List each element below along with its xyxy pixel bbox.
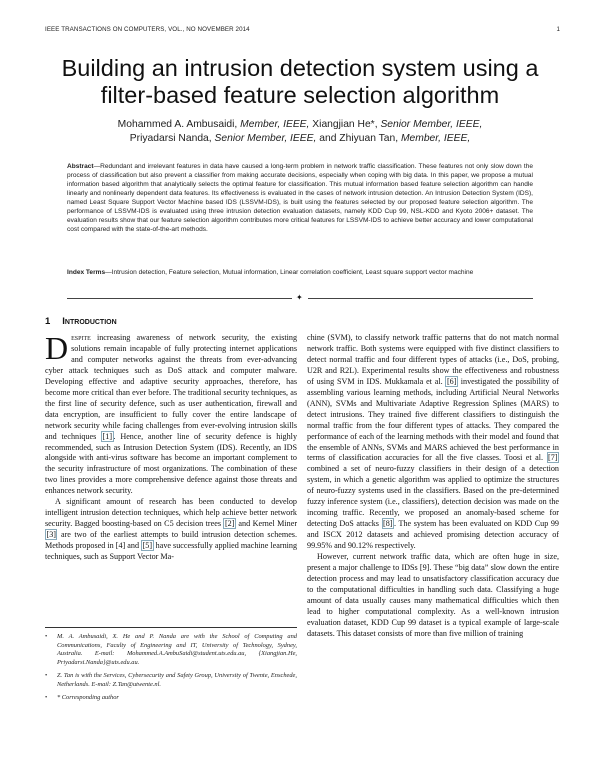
index-terms-label: Index Terms [67, 269, 106, 276]
paragraph [307, 333, 559, 552]
index-terms [67, 268, 533, 277]
citation-link[interactable]: [5] [142, 541, 153, 551]
paragraph: However, current network traffic data, which are often huge in size, present a major challenge to IDSs [9]. These “big data” slow down the entire detection process and may lead to unsatisfactory classification accuracy due to the computational difficulties in handling such data. Classifying a huge amount of data usually causes many mathematical difficulties which then lead to higher computational complexity. As a well-known intrusion evaluation dataset, KDD Cup 99 dataset is a typical example of large-scale datasets. This dataset consists of more than five million of training [307, 552, 559, 638]
paragraph [45, 497, 297, 563]
paragraph [45, 330, 298, 497]
section-title: Introduction [62, 316, 117, 327]
footnote [45, 633, 297, 667]
section-number: 1 [45, 316, 51, 327]
footnote-text: * Corresponding author [57, 694, 119, 701]
footnote [45, 672, 297, 689]
paper-title [40, 55, 560, 109]
text-run: . The system has been evaluated on KDD Cup 99 and ISCX 2012 datasets and achieved promising detection accuracy of 99.95% and 90.12% respectively. [307, 519, 559, 551]
author-role: Member, IEEE, [240, 119, 310, 130]
author-line-2 [50, 132, 550, 146]
author-role: Senior Member, IEEE, [380, 119, 483, 130]
bullet-icon: • [45, 694, 48, 701]
text-run: have successfully applied machine learning techniques, such as Support Vector Ma- [45, 541, 298, 562]
divider-line-right [308, 298, 533, 299]
right-column [307, 333, 559, 640]
footnote-rule [45, 627, 297, 628]
index-terms-text: —Intrusion detection, Feature selection, Mutual information, Linear correlation coefficient, Least square support vector machine [105, 269, 474, 276]
abstract-text: —Redundant and irrelevant features in data have caused a long-term problem in network traffic classification. These features not only slow down the process of classification but also prevent a classifier from making accurate decisions, especially when coping with big data. In this paper, we propose a mutual information based algorithm that analytically selects the optimal feature for classification. This mutual information based feature selection algorithm can handle linearly and nonlinearly dependent data features. Its effectiveness is evaluated in the cases of network intrusion detection. An Intrusion Detection System (IDS), named Least Square Support Vector Machine based IDS (LSSVM-IDS), is built using the features selected by our proposed feature selection algorithm. The performance of LSSVM-IDS is evaluated using three intrusion detection evaluation datasets, namely KDD Cup 99, NSL-KDD and Kyoto 2006+ dataset. The evaluation results show that our feature selection algorithm contributes more critical features for LSSVM-IDS to achieve better accuracy and lower computational cost compared with the state-of-the-art methods. [67, 163, 533, 234]
section-divider [67, 294, 533, 302]
text-run: and Kernel Miner [238, 519, 298, 529]
text-run: are two of the earliest attempts to build intrusion detection schemes. Methods proposed in [4] and [45, 530, 297, 551]
text-run: investigated the possibility of assembling various learning methods, including Artificial Neural Networks (ANN), SVMs and Multivariate Adaptive Regression Splines (MARS) to detect intrusions. They trained five different classifiers to distinguish the normal traffic from the four different types of attacks. They compared the performance of each of the learning methods with their model and found that the ensemble of ANNs, SVMs and MARS achieved the best performance in terms of classification accuracies for all the five classes. Toosi et al. [307, 376, 560, 463]
title-line-1: Building an intrusion detection system using a [61, 55, 539, 81]
author-role: Member, IEEE, [400, 133, 471, 144]
footnotes [45, 627, 297, 708]
footnote-text: Z. Tan is with the Services, Cybersecurity and Safety Group, University of Twente, Enschede, Netherlands. E-mail: Z.Tan@utwente.nl. [57, 672, 297, 688]
author-name: Priyadarsi Nanda, [129, 133, 212, 144]
author-list [50, 118, 550, 146]
section-heading [45, 316, 117, 327]
citation-link[interactable]: [3] [46, 530, 56, 540]
abstract [67, 162, 533, 234]
author-name: Mohammed A. Ambusaidi, [117, 119, 238, 130]
divider-line-left [67, 298, 292, 299]
small-caps-word: espite [71, 333, 91, 342]
footnote-text: M. A. Ambusaidi, X. He and P. Nanda are with the School of Computing and Communications, Faculty of Engineering and IT, University of Technology, Sydney, Australia. E-mail: Mohammed.A.AmbuSaidi@student.uts.edu.au, {Xiangjian.He, Priyadarsi.Nanda}@uts.edu.au. [57, 633, 297, 666]
author-role: Senior Member, IEEE, [214, 133, 317, 144]
abstract-label: Abstract [67, 163, 94, 170]
left-column [45, 330, 298, 563]
drop-cap: D [45, 330, 69, 366]
text-run: combined a set of neuro-fuzzy classifiers in their design of a detection system, in which a genetic algorithm was applied to optimize the structures of neuro-fuzzy systems used in the classifiers. Based on the pre-determined fuzzy inference system (i.e., classifiers), detection decision was made on the incoming traffic. Recently, we proposed an anomaly-based scheme for detecting DoS attacks [307, 464, 559, 529]
footnote [45, 694, 297, 703]
author-line-1 [50, 118, 550, 132]
bullet-icon: • [45, 633, 48, 640]
author-name: Xiangjian He*, [312, 119, 378, 130]
running-header [45, 26, 560, 33]
citation-link[interactable]: [6] [446, 376, 457, 386]
divider-diamond-icon: ✦ [296, 293, 303, 302]
text-run: . Hence, another line of security defence is highly recommended, such as Intrusion Detection System (IDS). Recently, an IDS alongside with anti-virus software has become an important complement to the security infrastructure of most organizations. The combination of these two lines provides a more comprehensive defence against those threats and enhances network security. [45, 431, 298, 496]
text-run: A significant amount of research has been conducted to develop intelligent intrusion detection techniques, which help achieve better network security. Bagged boosting-based on C5 decision trees [45, 497, 297, 529]
citation-link[interactable]: [1] [102, 431, 113, 441]
title-line-2: filter-based feature selection algorithm [100, 82, 500, 108]
text-run: increasing awareness of network security, the existing solutions remain incapable of fully protecting internet applications and computer networks against the threats from ever-advancing cyber attack techniques such as DoS attack and computer malware. Developing effective and adaptive security approaches, therefore, has become more critical than ever before. The traditional security techniques, as the first line of security defence, such as user authentication, firewall and data encryption, are insufficient to fully cover the entire landscape of network security while facing challenges from ever-evolving intrusion skills and techniques [45, 333, 298, 441]
citation-link[interactable]: [2] [224, 519, 235, 529]
page-number: 1 [556, 26, 560, 33]
text-run: chine (SVM), to classify network traffic patterns that do not match normal network traffic. Both systems were equipped with five distinct classifiers to detect normal traffic and four different types of attacks (i.e., DoS, probing, U2R and R2L). Experimental results show the effectiveness and robustness of using SVM in IDS. Mukkamala et al. [307, 333, 559, 386]
journal-name: IEEE TRANSACTIONS ON COMPUTERS, VOL., NO NOVEMBER 2014 [45, 26, 250, 33]
author-name: and Zhiyuan Tan, [319, 133, 399, 144]
citation-link[interactable]: [7] [548, 453, 558, 463]
citation-link[interactable]: [8] [383, 519, 393, 529]
bullet-icon: • [45, 672, 48, 679]
